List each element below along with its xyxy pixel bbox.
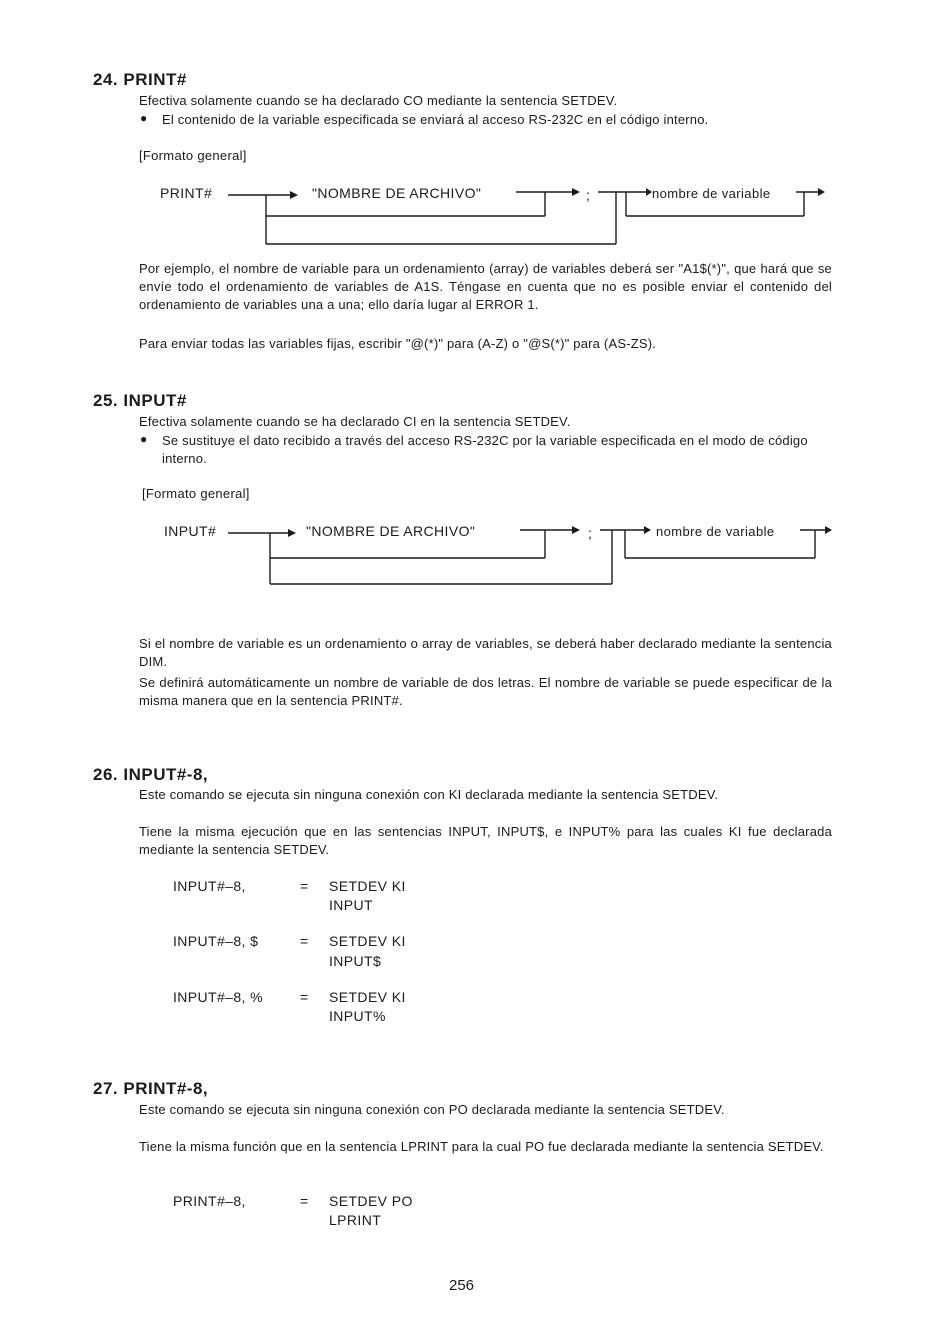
section-27-paragraph-1: Este comando se ejecuta sin ninguna conexión con PO declarada mediante la sentencia SETDEV. [139,1102,725,1117]
section-24-paragraph-3: Para enviar todas las variables fijas, escribir "@(*)" para (A-Z) o "@S(*)" para (AS-ZS). [139,336,657,351]
equivalence-sign: = [300,878,309,894]
equivalence-right-line-2: LPRINT [329,1212,382,1228]
syntax-variable-name: nombre de variable [652,186,771,201]
syntax-file-name: "NOMBRE DE ARCHIVO" [306,523,476,539]
section-24-format-label: [Formato general] [139,148,247,163]
equivalence-left: INPUT#–8, $ [173,933,259,949]
print-syntax-diagram [150,178,850,253]
equivalence-sign: = [300,933,309,949]
syntax-file-name: "NOMBRE DE ARCHIVO" [312,185,482,201]
equivalence-left: PRINT#–8, [173,1193,246,1209]
section-27-paragraph-2: Tiene la misma función que en la sentencia LPRINT para la cual PO fue declarada mediante la sentencia SETDEV. [139,1139,824,1154]
equivalence-right-line-2: INPUT% [329,1008,386,1024]
section-25-paragraph-2: Si el nombre de variable es un ordenamiento o array de variables, se deberá haber declarado mediante la sentencia DIM. [139,636,832,669]
equivalence-right-line-1: SETDEV KI [329,933,406,949]
equivalence-left: INPUT#–8, [173,878,246,894]
syntax-variable-name: nombre de variable [656,524,775,539]
bullet-icon: ● [140,432,148,446]
equivalence-right-line-1: SETDEV KI [329,989,406,1005]
section-27-heading: 27. PRINT#-8, [93,1079,209,1098]
section-26-paragraph-2: Tiene la misma ejecución que en las sentencias INPUT, INPUT$, e INPUT% para las cuales KI fue declarada mediante la sentencia SETDEV. [139,824,832,857]
syntax-semicolon: ; [588,525,593,541]
section-25-paragraph-1: Efectiva solamente cuando se ha declarado CI en la sentencia SETDEV. [139,414,571,429]
section-25-format-label: [Formato general] [142,486,250,501]
syntax-command: PRINT# [160,185,213,201]
syntax-command: INPUT# [164,523,217,539]
equivalence-right-line-2: INPUT$ [329,953,382,969]
equivalence-right-line-1: SETDEV PO [329,1193,413,1209]
equivalence-right-line-1: SETDEV KI [329,878,406,894]
section-24-paragraph-2: Por ejemplo, el nombre de variable para un ordenamiento (array) de variables deberá ser "A1$(*)", que hará que se envíe todo el ordenamiento de variables de A1S. Téngase en cuenta que no es posible enviar el contenido del ordenamiento de variables una a una; ello daría lugar al ERROR 1. [139,261,832,312]
section-25-bullet-text: Se sustituye el dato recibido a través del acceso RS-232C por la variable especificada en el modo de código interno. [162,433,808,466]
bullet-icon: ● [140,111,148,125]
equivalence-sign: = [300,989,309,1005]
section-24-paragraph-1: Efectiva solamente cuando se ha declarado CO mediante la sentencia SETDEV. [139,93,618,108]
section-24-bullet-text: El contenido de la variable especificada se enviará al acceso RS-232C en el código interno. [162,112,709,127]
section-26-paragraph-1: Este comando se ejecuta sin ninguna conexión con KI declarada mediante la sentencia SETDEV. [139,787,719,802]
syntax-semicolon: ; [586,187,591,203]
input-syntax-diagram [160,516,850,591]
section-25-paragraph-3: Se definirá automáticamente un nombre de variable de dos letras. El nombre de variable se puede especificar de la misma manera que en la sentencia PRINT#. [139,675,832,708]
section-25-heading: 25. INPUT# [93,391,187,410]
page-number: 256 [449,1277,475,1294]
section-26-heading: 26. INPUT#-8, [93,765,209,784]
equivalence-right-line-2: INPUT [329,897,373,913]
section-24-heading: 24. PRINT# [93,70,187,89]
equivalence-sign: = [300,1193,309,1209]
equivalence-left: INPUT#–8, % [173,989,263,1005]
